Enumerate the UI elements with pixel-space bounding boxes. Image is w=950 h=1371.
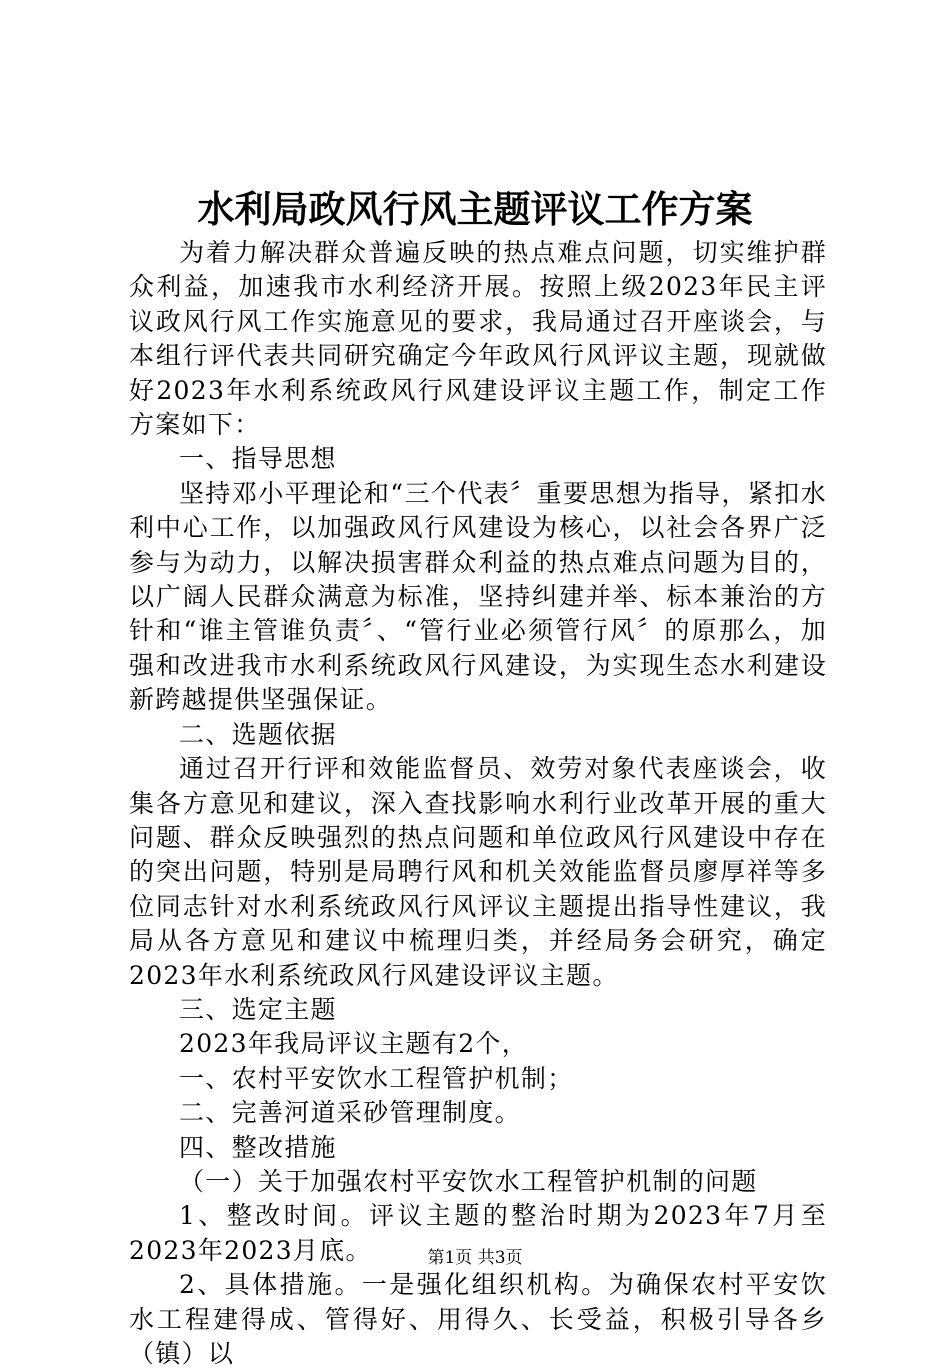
document-body — [129, 236, 827, 1371]
topic-item-one: 一、农村平安饮水工程管护机制； — [179, 1063, 574, 1093]
specific-measures-paragraph: 2、具体措施。一是强化组织机构。为确保农村平安饮水工程建得成、管得好、用得久、长受益，积极引导各乡（镇）以 — [129, 1270, 827, 1368]
section-heading-topic-basis: 二、选题依据 — [179, 719, 337, 749]
section-heading-selected-topics: 三、选定主题 — [179, 994, 337, 1024]
selected-topics-summary: 2023年我局评议主题有2个， — [179, 1029, 529, 1059]
document-title: 水利局政风行风主题评议工作方案 — [197, 187, 753, 231]
guiding-thought-paragraph: 坚持邓小平理论和“三个代表〞重要思想为指导，紧扣水利中心工作，以加强政风行风建设为核心，以社会各界广泛参与为动力，以解决损害群众利益的热点难点问题为目的，以广阔人民群众满意为标准，坚持纠建并举、标本兼治的方针和“谁主管谁负责〞、“管行业必须管行风〞的原那么，加强和改进我市水利系统政风行风建设，为实现生态水利建设新跨越提供坚强保证。 — [129, 478, 827, 715]
topic-item-two: 二、完善河道采砂管理制度。 — [179, 1098, 521, 1128]
section-heading-guiding-thought: 一、指导思想 — [179, 444, 337, 474]
topic-basis-paragraph: 通过召开行评和效能监督员、效劳对象代表座谈会，收集各方意见和建议，深入查找影响水利行业改革开展的重大问题、群众反映强烈的热点问题和单位政风行风建设中存在的突出问题，特别是局聘行风和机关效能监督员廖厚祥等多位同志针对水利系统政风行风评议主题提出指导性建议，我局从各方意见和建议中梳理归类，并经局务会研究，确定2023年水利系统政风行风建设评议主题。 — [129, 754, 827, 990]
section-heading-rectification: 四、整改措施 — [179, 1132, 337, 1162]
intro-paragraph: 为着力解决群众普遍反映的热点难点问题，切实维护群众利益，加速我市水利经济开展。按照上级2023年民主评议政风行风工作实施意见的要求，我局通过召开座谈会，与本组行评代表共同研究确定今年政风行风评议主题，现就做好2023年水利系统政风行风建设评议主题工作，制定工作方案如下： — [129, 238, 827, 440]
page-footer: 第1页 共3页 — [427, 1248, 523, 1268]
subsection-heading-water-safety: （一）关于加强农村平安饮水工程管护机制的问题 — [179, 1166, 758, 1196]
rectification-time-paragraph: 1、整改时间。评议主题的整治时期为2023年7月至2023年2023月底。 — [129, 1201, 827, 1265]
